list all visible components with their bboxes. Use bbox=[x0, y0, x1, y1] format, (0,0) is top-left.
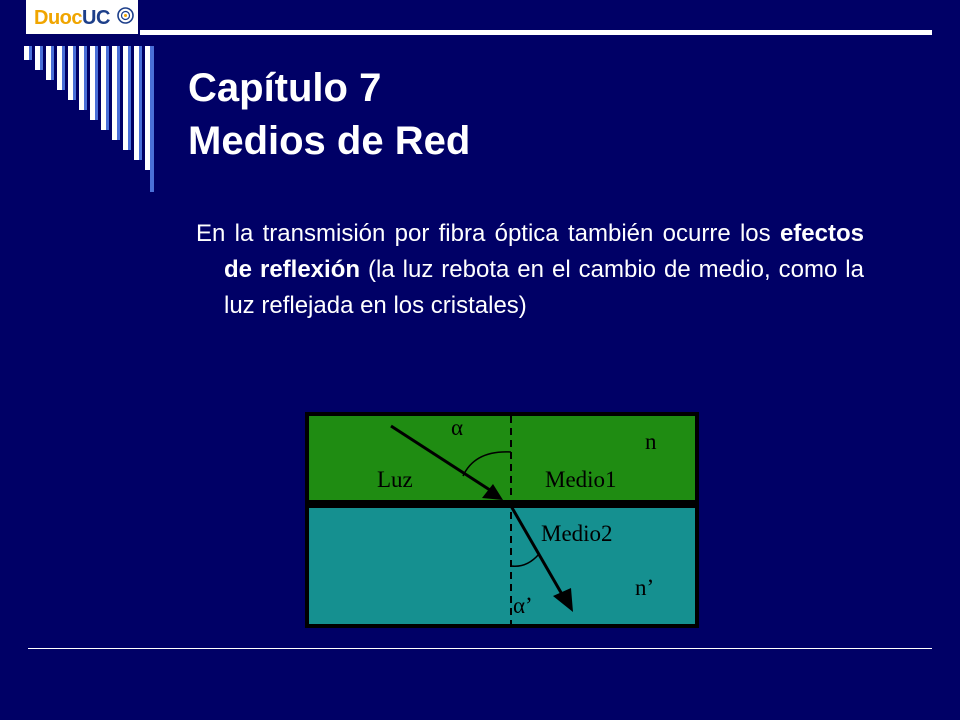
body-text-start: En la transmisión por fibra óptica también ocurre los bbox=[196, 220, 780, 247]
title-line-topic: Medios de Red bbox=[188, 119, 471, 163]
stripe-decoration bbox=[20, 44, 160, 194]
body-text-end: (la luz rebota en el cambio de medio, como la luz reflejada en los cristales) bbox=[224, 256, 864, 319]
logo-text-uc: UC bbox=[82, 7, 110, 29]
body-paragraph bbox=[196, 216, 864, 324]
body-text-emphasis: efectos de reflexión bbox=[224, 220, 864, 283]
header-rule bbox=[140, 30, 932, 35]
label-luz: Luz bbox=[377, 467, 413, 492]
label-n-prime: n’ bbox=[635, 575, 655, 600]
logo-text-duoc: Duoc bbox=[34, 7, 82, 29]
label-alpha: α bbox=[451, 415, 464, 440]
duoc-uc-logo bbox=[26, 0, 138, 34]
medium-1-region bbox=[309, 416, 695, 500]
label-medio1: Medio1 bbox=[545, 467, 617, 492]
slide-title bbox=[188, 62, 470, 168]
medium-2-region bbox=[309, 508, 695, 624]
label-n: n bbox=[645, 429, 657, 454]
title-line-chapter: Capítulo 7 bbox=[188, 66, 382, 110]
university-seal-icon bbox=[117, 7, 134, 24]
label-alpha-prime: α’ bbox=[513, 593, 533, 618]
interface-line bbox=[305, 500, 699, 508]
logo-wordmark bbox=[34, 8, 110, 28]
reflection-diagram bbox=[305, 412, 699, 628]
label-medio2: Medio2 bbox=[541, 521, 613, 546]
footer-rule bbox=[28, 648, 932, 649]
